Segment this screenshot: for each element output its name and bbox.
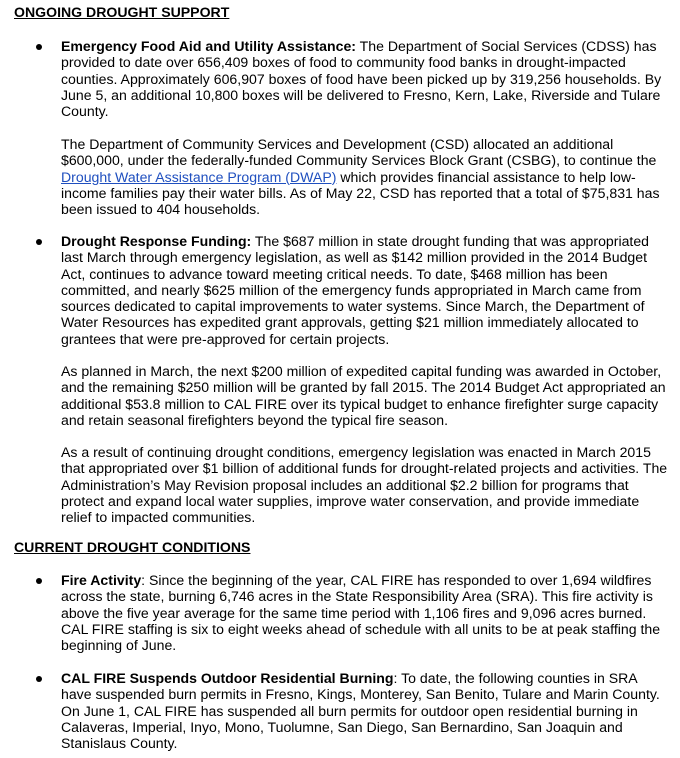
bullet-dot <box>36 578 42 584</box>
paragraph-capital-funding: As planned in March, the next $200 million of expedited capital funding was awarded in October, and the remaining $250 million will be granted by fall 2015. The 2014 Budget Act appropriated an additional $53.8 million to CAL FIRE over its typical budget to enhance firefighter surge capacity and retain seasonal firefighters beyond the typical fire season. <box>61 363 666 428</box>
bullet-text: : To date, the following counties in SRA have suspended burn permits in Fresno, Kings, Monterey, San Benito, Tulare and Marin County. On June 1, CAL FIRE has suspended all burn permits for outdoor open residential burning in Calaveras, Imperial, Inyo, Mono, Tuolumne, San Diego, San Bernardino, San Joaquin and Stanislaus County. <box>61 670 660 752</box>
paragraph-emergency-legislation: As a result of continuing drought conditions, emergency legislation was enacted in March 2015 that appropriated over $1 billion of additional funds for drought-related projects and activities. The Administration’s May Revision proposal includes an additional $2.2 billion for programs that protect and expand local water supplies, improve water conservation, and provide immediate relief to impacted communities. <box>61 444 668 526</box>
bullet-text: The Department of Social Services (CDSS) has provided to date over 656,409 boxes of food to community food banks in drought-impacted counties. Approximately 606,907 boxes of food have been picked up by 319,256 households. By June 5, an additional 10,800 boxes will be delivered to Fresno, Kern, Lake, Riverside and Tulare County. <box>61 38 662 120</box>
section-heading-ongoing-drought-support: ONGOING DROUGHT SUPPORT <box>14 4 230 20</box>
bullet-dot <box>36 239 42 245</box>
paragraph-text: The Department of Community Services and Development (CSD) allocated an additional $600,000, under the federally-funded Community Services Block Grant (CSBG), to continue the <box>61 136 657 169</box>
bullet-dot <box>36 44 42 50</box>
bullet-title: CAL FIRE Suspends Outdoor Residential Burning <box>61 670 394 686</box>
paragraph-csd-allocation <box>61 136 669 217</box>
bullet-title: Emergency Food Aid and Utility Assistance: <box>61 38 356 54</box>
section-heading-current-drought-conditions: CURRENT DROUGHT CONDITIONS <box>14 539 251 555</box>
bullet-cal-fire-suspends-burning <box>61 670 669 751</box>
bullet-title: Fire Activity <box>61 572 142 588</box>
paragraph-text: which provides financial assistance to help low-income families pay their water bills. As of May 22, CSD has reported that a total of $75,831 has been issued to 404 households. <box>61 168 660 218</box>
bullet-text: The $687 million in state drought funding that was appropriated last March through emergency legislation, as well as $142 million provided in the 2014 Budget Act, continues to advance toward meeting critical needs. To date, $468 million has been committed, and nearly $625 million of the emergency funds appropriated in March came from sources dedicated to capital improvements to water systems. Since March, the Department of Water Resources has expedited grant approvals, getting $21 million immediately allocated to grantees that were pre-approved for certain projects. <box>61 233 650 347</box>
bullet-drought-response-funding <box>61 233 669 347</box>
bullet-title: Drought Response Funding: <box>61 233 252 249</box>
bullet-dot <box>36 676 42 682</box>
bullet-emergency-food-aid <box>61 38 669 119</box>
dwap-link[interactable]: Drought Water Assistance Program (DWAP) <box>61 168 337 185</box>
bullet-fire-activity <box>61 572 669 653</box>
bullet-text: : Since the beginning of the year, CAL FIRE has responded to over 1,694 wildfires across the state, burning 6,746 acres in the State Responsibility Area (SRA). This fire activity is above the five year average for the same time period with 1,106 fires and 9,096 acres burned. CAL FIRE staffing is six to eight weeks ahead of schedule with all units to be at peak staffing the beginning of June. <box>61 572 661 654</box>
